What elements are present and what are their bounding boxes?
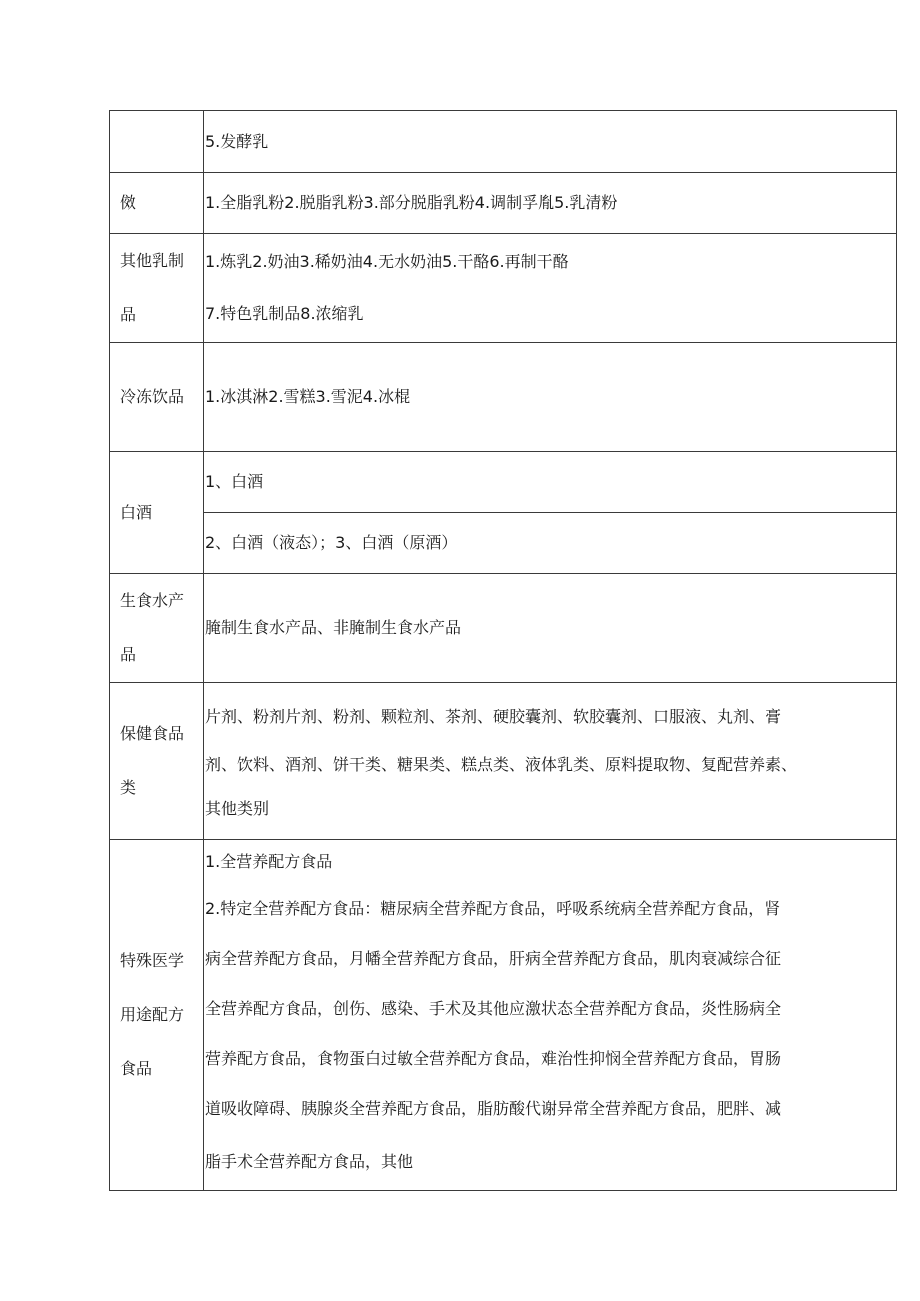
category-cell: 特殊医学用途配方食品 [110, 840, 204, 1191]
content-cell [204, 574, 897, 683]
content-cell [204, 234, 897, 343]
category-cell: 冷冻饮品 [110, 343, 204, 452]
content-cell [204, 452, 897, 513]
content-cell [204, 111, 897, 173]
content-line: 其他类别 [205, 799, 270, 818]
content-cell [204, 513, 897, 574]
content-line: 全营养配方食品，创伤、感染、手术及其他应激状态全营养配方食品，炎性肠病全 [205, 999, 782, 1018]
content-line: 1.冰淇淋2.雪糕3.雪泥4.冰棍 [205, 387, 411, 406]
category-cell: 傚 [110, 173, 204, 234]
table-row [110, 513, 897, 574]
category-cell: 其他乳制品 [110, 234, 204, 343]
table-row [110, 574, 897, 683]
content-line: 2.特定全营养配方食品：糖尿病全营养配方食品，呼吸系统病全营养配方食品，肾 [205, 899, 781, 918]
category-cell [110, 111, 204, 173]
content-line: 1.全脂乳粉2.脱脂乳粉3.部分脱脂乳粉4.调制孚胤5.乳清粉 [205, 193, 618, 212]
category-cell: 保健食品类 [110, 683, 204, 840]
content-cell [204, 840, 897, 1191]
content-line: 2、白酒（液态）；3、白酒（原酒） [205, 533, 458, 552]
table-row [110, 111, 897, 173]
table-row [110, 234, 897, 343]
content-line: 1.炼乳2.奶油3.稀奶油4.无水奶油5.干酪6.再制干酪 [205, 252, 569, 271]
table-row [110, 173, 897, 234]
food-category-table [109, 110, 897, 1191]
table-row [110, 343, 897, 452]
content-line: 片剂、粉剂片剂、粉剂、颗粒剂、茶剂、硬胶囊剂、软胶囊剂、口服液、丸剂、膏 [205, 707, 782, 726]
content-cell [204, 683, 897, 840]
category-cell: 生食水产品 [110, 574, 204, 683]
content-line: 1、白酒 [205, 472, 264, 491]
content-line: 营养配方食品，食物蛋白过敏全营养配方食品，难治性抑悯全营养配方食品，胃肠 [205, 1049, 782, 1068]
table-row [110, 840, 897, 1191]
content-line: 剂、饮料、酒剂、饼干类、糖果类、糕点类、液体乳类、原料提取物、复配营养素、 [205, 755, 798, 774]
content-line: 5.发酵乳 [205, 131, 269, 151]
table-row [110, 452, 897, 513]
content-line: 道吸收障碍、胰腺炎全营养配方食品，脂肪酸代谢异常全营养配方食品，肥胖、减 [205, 1099, 782, 1118]
content-cell [204, 173, 897, 234]
content-cell [204, 343, 897, 452]
content-line: 病全营养配方食品，月幡全营养配方食品，肝病全营养配方食品，肌肉衰减综合征 [205, 949, 782, 968]
category-cell: 白酒 [110, 452, 204, 574]
content-line: 腌制生食水产品、非腌制生食水产品 [205, 618, 462, 637]
content-line: 脂手术全营养配方食品，其他 [205, 1152, 414, 1171]
content-line: 1.全营养配方食品 [205, 852, 333, 871]
content-line: 7.特色乳制品8.浓缩乳 [205, 304, 364, 323]
table-row [110, 683, 897, 840]
